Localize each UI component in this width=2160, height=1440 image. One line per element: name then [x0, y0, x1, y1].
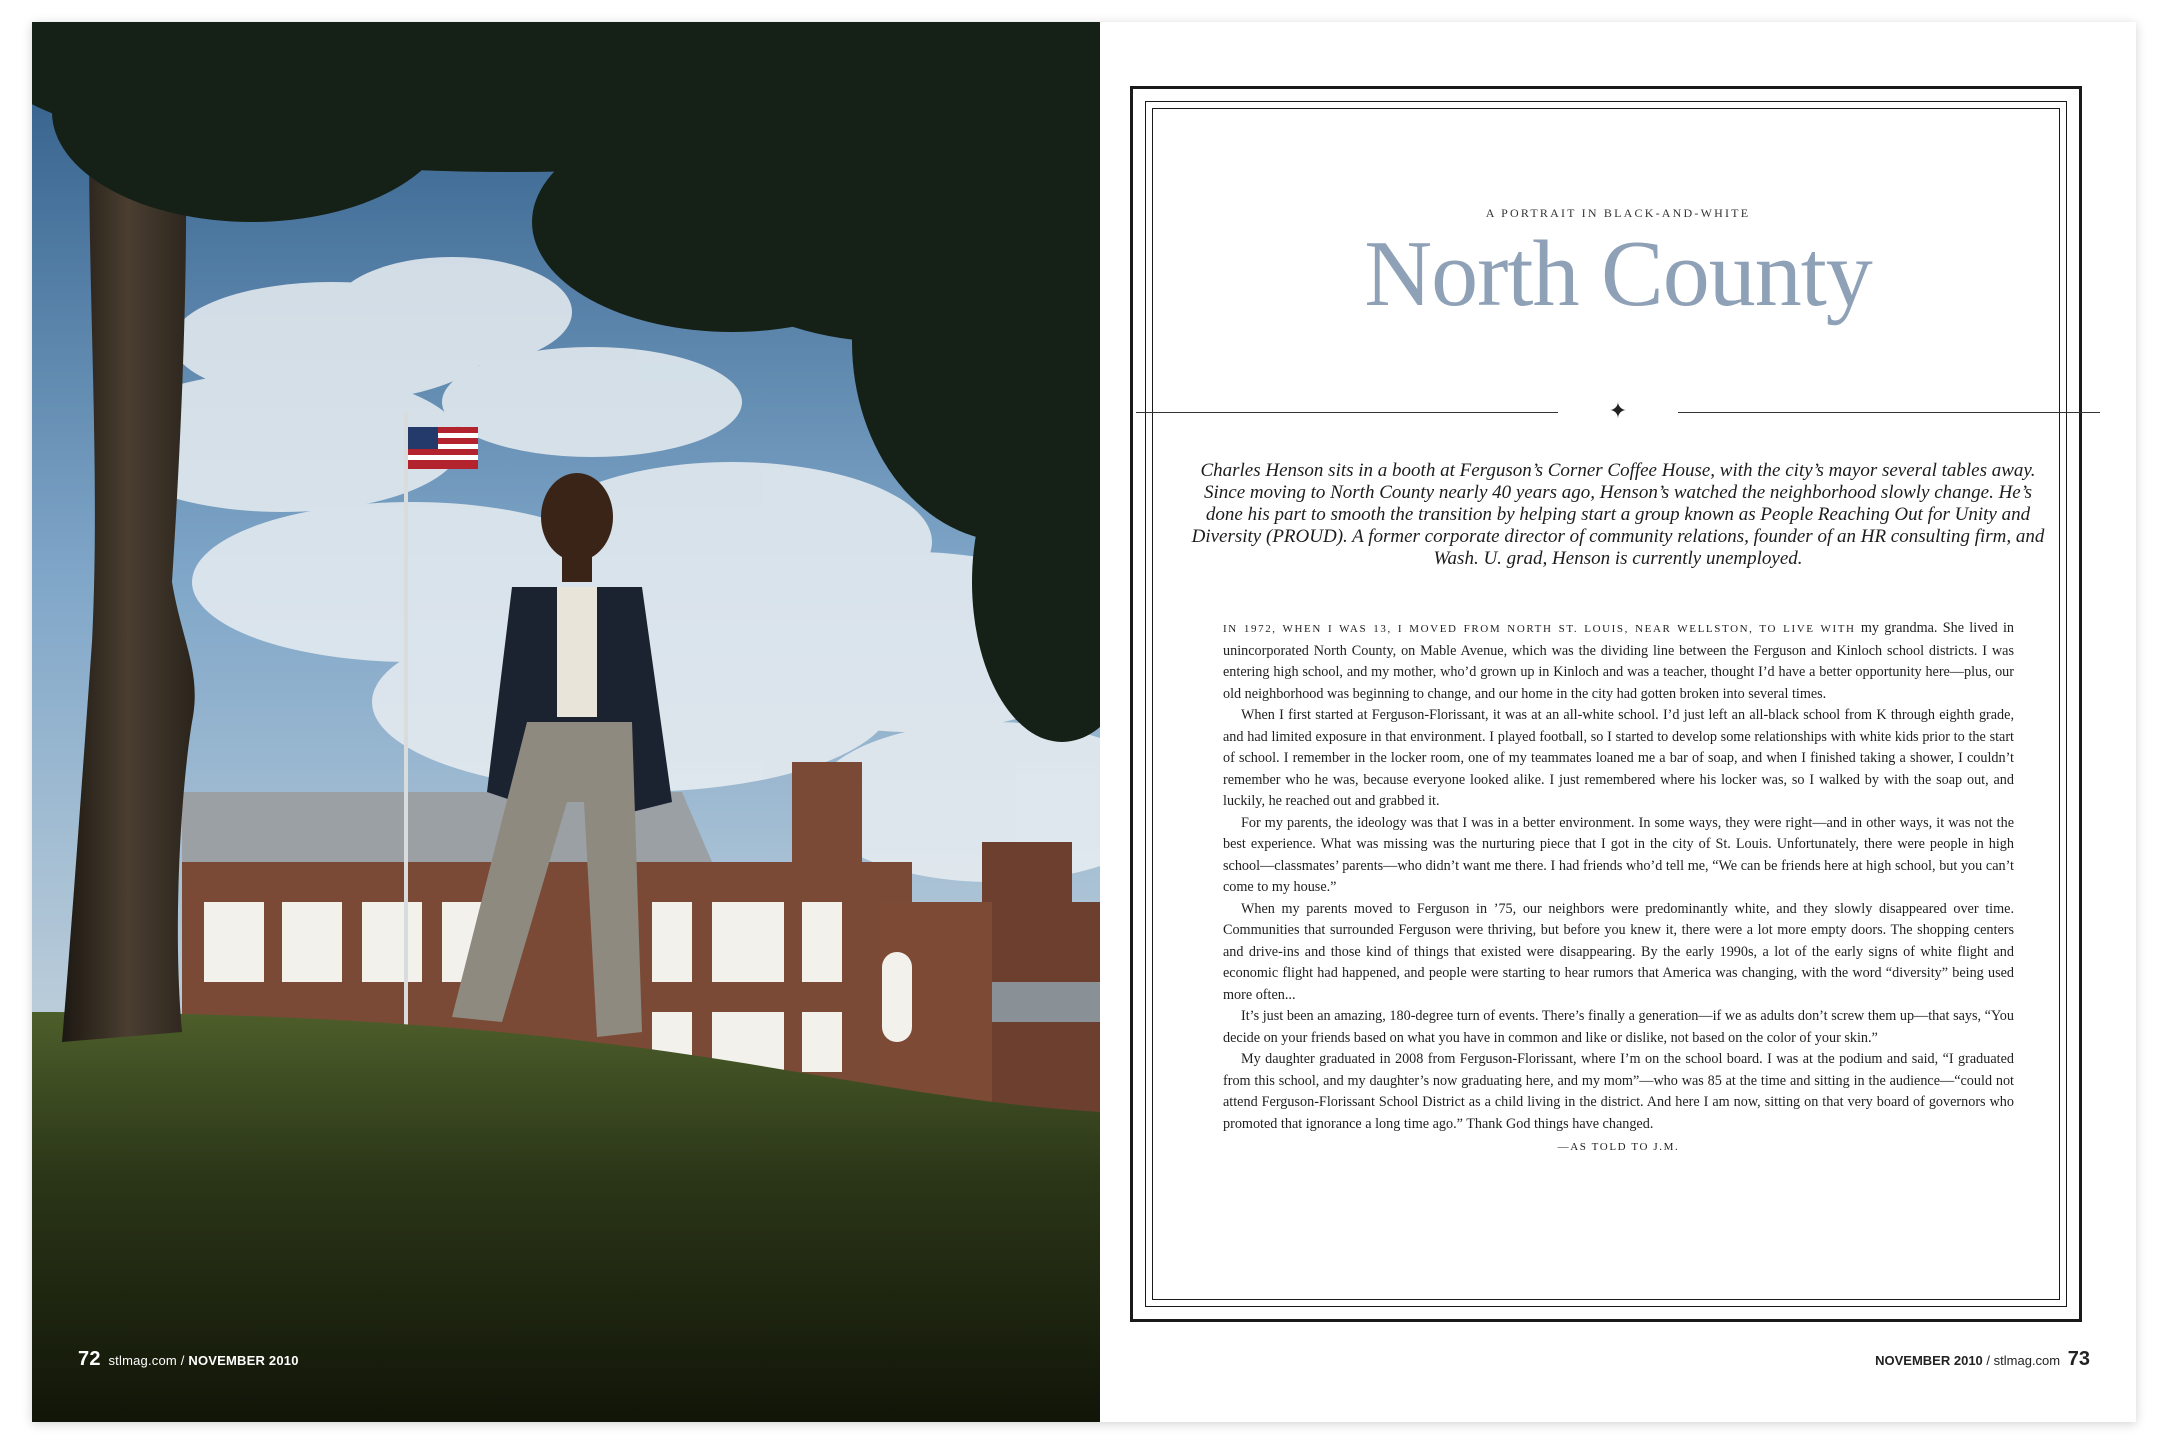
page-number: 73 — [2067, 1348, 2090, 1370]
article-headline: North County — [1364, 222, 1872, 326]
left-folio — [78, 1348, 299, 1371]
site-name: stlmag.com — [1993, 1353, 2061, 1368]
site-name: stlmag.com — [108, 1353, 177, 1368]
body-paragraph — [1223, 618, 2014, 705]
divider-rule-left — [1136, 412, 1558, 413]
page-number: 72 — [78, 1348, 101, 1370]
left-page-photo — [32, 22, 1100, 1422]
article-kicker: A PORTRAIT IN BLACK-AND-WHITE — [1485, 206, 1751, 220]
body-paragraph: For my parents, the ideology was that I was in a better environment. In some ways, they were right—and in other ways, it was not the best experience. What was missing was the nurturing piece that I got in the city of St. Louis. Unfortunately, there were people in high school—classmates’ parents—who didn’t want me there. I had friends who’d tell me, “We can be friends here at high school, but you can’t come to my house.” — [1223, 814, 2014, 895]
portrait-photo — [32, 22, 1100, 1422]
ornamental-divider — [1136, 399, 2100, 424]
right-page-article — [1100, 22, 2136, 1422]
body-paragraph: When my parents moved to Ferguson in ’75, our neighbors were predominantly white, and they slowly disappeared over time. Communities that surrounded Ferguson were thriving, but before you knew it, there were a lot more empty doors. The shopping centers and drive-ins and those kind of things that existed were disappearing. By the early 1990s, a lot of the early signs of white flight and economic flight had happened, and people were starting to hear rumors that America was changing, with the word “diversity” being used more often... — [1223, 900, 2014, 1003]
article-signoff: —AS TOLD TO J.M. — [1557, 1141, 1680, 1153]
article-deck: Charles Henson sits in a booth at Ferguson’s Corner Coffee House, with the city’s mayor several tables away. Since moving to North County nearly 40 years ago, Henson’s watched the neighborhood slowly change. He’s done his part to smooth the transition by helping start a group known as People Reaching Out for Unity and Diversity (PROUD). A former corporate director of community relations, founder of an HR consulting firm, and Wash. U. grad, Henson is currently unemployed. — [1191, 460, 2045, 569]
star-ornament-icon: ✦ — [1608, 399, 1628, 424]
body-paragraph: It’s just been an amazing, 180-degree turn of events. There’s finally a generation—if we as adults don’t screw them up—that says, “You decide on your friends based on what you have in common and like or dislike, not based on the color of your skin.” — [1223, 1008, 2014, 1046]
lead-in: IN 1972, WHEN I WAS 13, I MOVED FROM NORTH ST. LOUIS, NEAR WELLSTON, TO LIVE WITH — [1223, 623, 1856, 635]
article-body — [1223, 618, 2014, 1159]
folio-separator: / — [180, 1353, 185, 1368]
body-paragraph: When I first started at Ferguson-Florissant, it was at an all-white school. I’d just left an all-black school from K through eighth grade, and had limited exposure in that environment. I played football, so I started to develop some relationships with white kids prior to the start of school. I remember in the locker room, one of my teammates loaned me a bar of soap, and when I finished taking a shower, I couldn’t remember who he was, because everyone looked alike. I just remembered where his locker was, so I walked by with the soap out, and luckily, he reached out and grabbed it. — [1223, 707, 2014, 809]
right-folio — [1875, 1348, 2090, 1371]
magazine-spread — [32, 22, 2136, 1422]
issue-date: NOVEMBER 2010 — [1875, 1353, 1983, 1368]
paragraph-text: my grandma. She lived in unincorporated North County, on Mable Avenue, which was the dividing line between the Ferguson and Kinloch school districts. I was entering high school, and my mother, who’d grown up in Kinloch and was a teacher, thought I’d have a better opportunity here—plus, our old neighborhood was beginning to change, and our home in the city had gotten broken into several times. — [1223, 620, 2014, 702]
folio-separator: / — [1986, 1353, 1991, 1368]
divider-rule-right — [1678, 412, 2100, 413]
issue-date: NOVEMBER 2010 — [188, 1353, 299, 1368]
body-paragraph: My daughter graduated in 2008 from Ferguson-Florissant, where I’m on the school board. I was at the podium and said, “I graduated from this school, and my daughter’s now graduating here, and my mom”—who was 85 at the time and sitting in the audience—“could not attend Ferguson-Florissant School District as a child living in the district. And here I am now, sitting on that very board of governors who promoted that ignorance a long time ago.” Thank God things have changed. — [1223, 1051, 2014, 1132]
